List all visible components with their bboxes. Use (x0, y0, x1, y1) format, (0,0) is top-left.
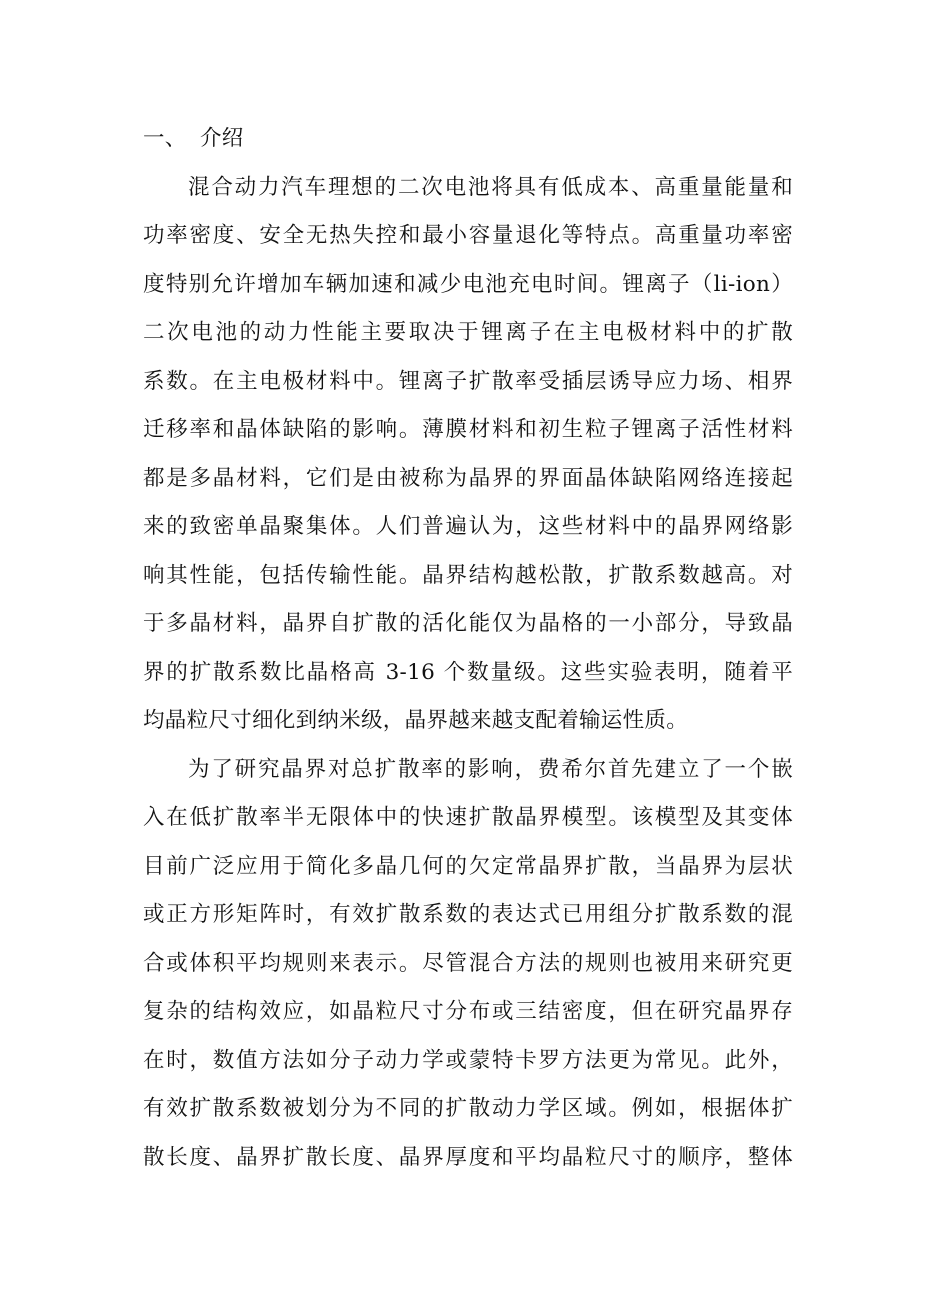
text-line: 为了研究晶界对总扩散率的影响，费希尔首先建立了一个嵌 (188, 756, 793, 782)
section-heading (143, 120, 793, 158)
text-line: 来的致密单晶聚集体。人们普遍认为，这些材料中的晶界网络影 (143, 514, 793, 539)
document-body (143, 120, 793, 1187)
text-line: 合或体积平均规则来表示。尽管混合方法的规则也被用来研究更 (143, 950, 793, 976)
text-line: 界的扩散系数比晶格高 3-16 个数量级。这些实验表明，随着平 (143, 659, 793, 685)
text-line: 迁移率和晶体缺陷的影响。薄膜材料和初生粒子锂离子活性材料 (143, 417, 793, 442)
text-line: 均晶粒尺寸细化到纳米级，晶界越来越支配着输运性质。 (143, 708, 689, 733)
text-line: 系数。在主电极材料中。锂离子扩散率受插层诱导应力场、相界 (143, 368, 793, 394)
section-number: 一、 (143, 126, 187, 151)
text-line: 度特别允许增加车辆加速和减少电池充电时间。锂离子（li-ion） (143, 271, 793, 297)
text-line: 散长度、晶界扩散长度、晶界厚度和平均晶粒尺寸的顺序，整体 (143, 1144, 793, 1170)
paragraph-1 (143, 169, 793, 741)
text-line: 响其性能，包括传输性能。晶界结构越松散，扩散系数越高。对 (143, 562, 793, 588)
text-line: 于多晶材料，晶界自扩散的活化能仅为晶格的一小部分，导致晶 (143, 611, 793, 636)
text-line: 入在低扩散率半无限体中的快速扩散晶界模型。该模型及其变体 (143, 805, 793, 830)
text-line: 有效扩散系数被划分为不同的扩散动力学区域。例如，根据体扩 (143, 1096, 793, 1121)
paragraph-2 (143, 751, 793, 1177)
text-line: 二次电池的动力性能主要取决于锂离子在主电极材料中的扩散 (143, 320, 793, 345)
text-line: 功率密度、安全无热失控和最小容量退化等特点。高重量功率密 (143, 223, 793, 248)
text-line: 在时，数值方法如分子动力学或蒙特卡罗方法更为常见。此外， (143, 1047, 793, 1073)
text-line: 都是多晶材料，它们是由被称为晶界的界面晶体缺陷网络连接起 (143, 465, 793, 491)
section-title: 介绍 (200, 126, 244, 151)
text-line: 复杂的结构效应，如晶粒尺寸分布或三结密度，但在研究晶界存 (143, 999, 793, 1024)
text-line: 或正方形矩阵时，有效扩散系数的表达式已用组分扩散系数的混 (143, 902, 793, 927)
text-line: 混合动力汽车理想的二次电池将具有低成本、高重量能量和 (188, 174, 793, 200)
text-line: 目前广泛应用于简化多晶几何的欠定常晶界扩散，当晶界为层状 (143, 853, 793, 879)
